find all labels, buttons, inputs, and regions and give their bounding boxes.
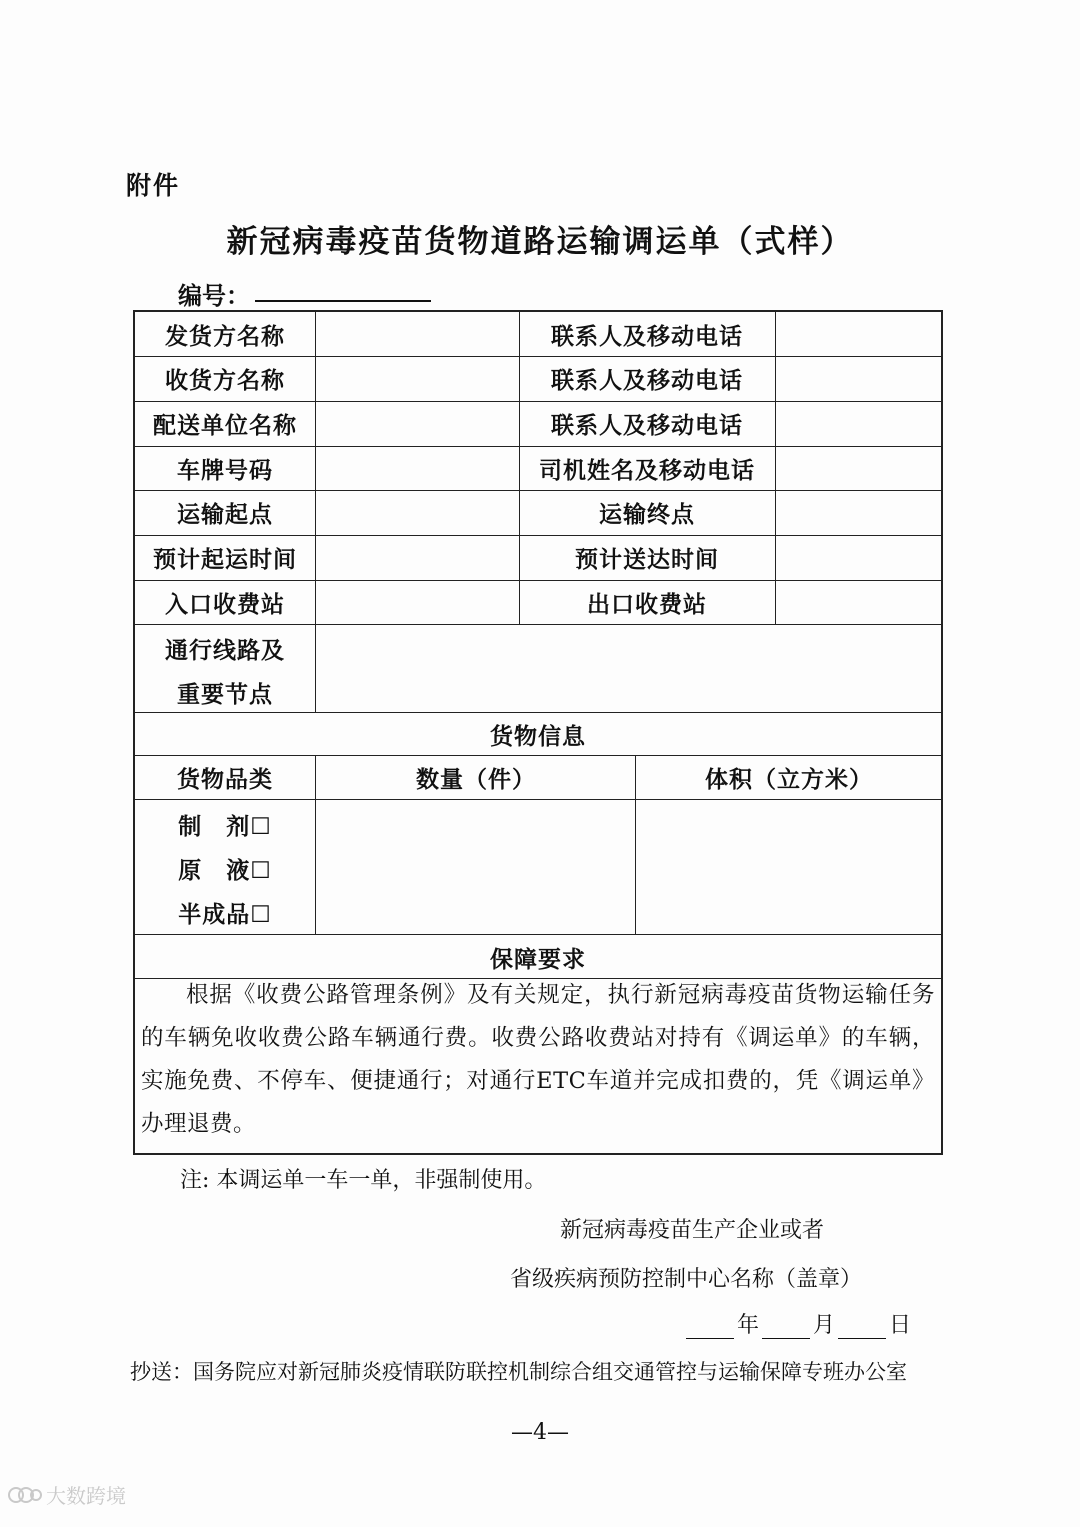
year-label: 年 <box>737 1313 760 1338</box>
serial-number-label: 编号： <box>178 282 250 310</box>
cargo-header-quantity: 数量（件） <box>416 767 536 793</box>
cargo-header-volume: 体积（立方米） <box>705 767 873 793</box>
cargo-category-formulation[interactable]: 制 剂☐ <box>178 813 272 840</box>
serial-number-field[interactable] <box>255 300 431 302</box>
label-driver-contact: 司机姓名及移动电话 <box>539 457 755 484</box>
label-route-line2: 重要节点 <box>177 681 273 708</box>
day-label: 日 <box>889 1313 912 1338</box>
label-origin: 运输起点 <box>177 502 273 528</box>
label-destination: 运输终点 <box>599 502 695 528</box>
cargo-section-title: 货物信息 <box>490 723 586 750</box>
issuer-line-1: 新冠病毒疫苗生产企业或者 <box>560 1218 825 1243</box>
label-route-line1: 通行线路及 <box>165 637 285 664</box>
label-entry-toll: 入口收费站 <box>165 591 285 618</box>
issuer-line-2: 省级疾病预防控制中心名称（盖章） <box>510 1267 863 1292</box>
route-field[interactable] <box>317 624 941 712</box>
shipper-name-field[interactable] <box>317 312 517 356</box>
watermark-text: 大数跨境 <box>46 1484 126 1508</box>
label-shipper-contact: 联系人及移动电话 <box>551 323 743 350</box>
label-carrier-name: 配送单位名称 <box>153 413 297 439</box>
attachment-label: 附件 <box>126 171 181 200</box>
shipper-contact-field[interactable] <box>777 312 941 356</box>
watermark <box>8 1480 126 1509</box>
document-title: 新冠病毒疫苗货物道路运输调运单（式样） <box>226 224 854 260</box>
guarantee-section-title: 保障要求 <box>490 946 586 973</box>
label-arrival-time: 预计送达时间 <box>575 547 719 573</box>
watermark-logo-icon <box>8 1484 42 1506</box>
label-shipper-name: 发货方名称 <box>165 323 285 350</box>
month-field[interactable] <box>762 1316 810 1339</box>
quantity-field[interactable] <box>317 800 635 934</box>
page-number: —4— <box>511 1420 569 1445</box>
label-departure-time: 预计起运时间 <box>153 547 297 573</box>
month-label: 月 <box>813 1313 836 1338</box>
cargo-category-bulk[interactable]: 原 液☐ <box>178 857 272 884</box>
label-carrier-contact: 联系人及移动电话 <box>551 413 743 439</box>
year-field[interactable] <box>686 1316 734 1339</box>
cargo-category-intermediate[interactable]: 半成品☐ <box>178 901 272 928</box>
cargo-header-category: 货物品类 <box>177 767 273 793</box>
remark-note: 注: 本调运单一车一单，非强制使用。 <box>180 1168 547 1193</box>
label-plate-number: 车牌号码 <box>177 457 273 484</box>
label-consignee-contact: 联系人及移动电话 <box>551 368 743 394</box>
day-field[interactable] <box>838 1316 886 1339</box>
label-consignee-name: 收货方名称 <box>165 368 285 394</box>
guarantee-text: 根据《收费公路管理条例》及有关规定，执行新冠病毒疫苗货物运输任务的车辆免收收费公路车辆通行费。收费公路收费站对持有《调运单》的车辆，实施免费、不停车、便捷通行；对通行ETC车道并完成扣费的，凭《调运单》办理退费。 <box>141 982 935 1137</box>
volume-field[interactable] <box>637 800 941 934</box>
date-line <box>683 1308 911 1339</box>
cc-line: 抄送：国务院应对新冠肺炎疫情联防联控机制综合组交通管控与运输保障专班办公室 <box>130 1360 907 1384</box>
label-exit-toll: 出口收费站 <box>587 591 707 618</box>
